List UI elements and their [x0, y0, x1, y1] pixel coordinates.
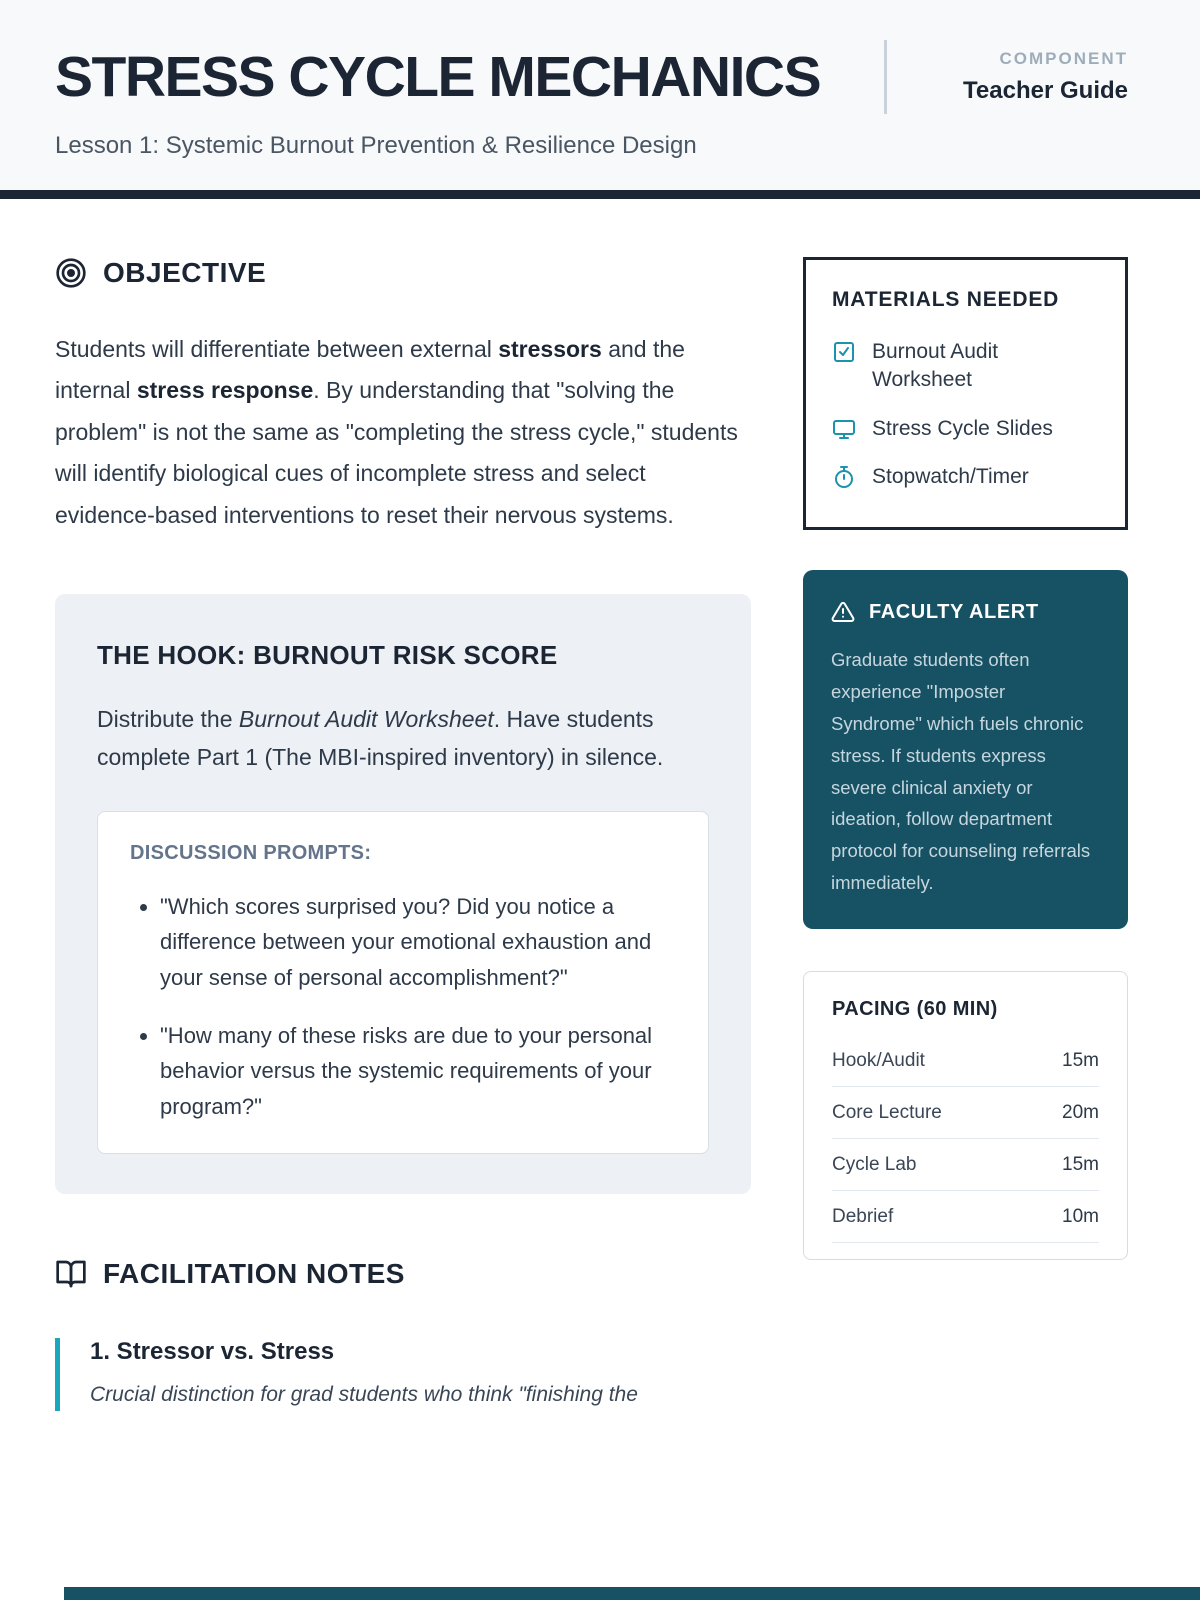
faculty-alert-box — [803, 570, 1128, 929]
hook-section — [55, 594, 751, 1194]
material-item — [832, 415, 1099, 443]
component-label: COMPONENT — [999, 49, 1128, 68]
pacing-row — [832, 1191, 1099, 1243]
pacing-row-time: 15m — [1062, 1049, 1099, 1071]
hook-intro-italic: Burnout Audit Worksheet — [238, 705, 494, 732]
pacing-row-time: 10m — [1062, 1205, 1099, 1227]
header-rule — [0, 190, 1200, 199]
material-item-label: Stress Cycle Slides — [872, 416, 1053, 440]
pacing-box — [803, 971, 1128, 1260]
content — [0, 199, 1200, 1411]
material-item — [832, 338, 1099, 395]
material-item-label: Burnout Audit Worksheet — [872, 340, 999, 392]
pacing-row — [832, 1087, 1099, 1139]
component-block — [913, 49, 1128, 105]
hook-heading: THE HOOK: BURNOUT RISK SCORE — [97, 639, 558, 670]
objective-heading-label: OBJECTIVE — [103, 257, 267, 288]
objective-heading — [55, 257, 751, 289]
note-description: Crucial distinction for grad students who think "finishing the — [90, 1382, 638, 1406]
stopwatch-icon — [832, 465, 856, 489]
pacing-row-time: 20m — [1062, 1101, 1099, 1123]
facilitation-note — [55, 1338, 751, 1412]
objective-paragraph — [55, 329, 751, 536]
pacing-row — [832, 1139, 1099, 1191]
facilitation-heading-label: FACILITATION NOTES — [103, 1257, 405, 1289]
header-divider — [884, 40, 887, 114]
main-column — [55, 257, 751, 1411]
warning-triangle-icon — [831, 600, 855, 624]
objective-text-bold: stress response — [136, 377, 314, 404]
objective-text-part: Students will differentiate between external — [55, 336, 499, 362]
pacing-heading: PACING (60 MIN) — [832, 997, 998, 1020]
header-row — [55, 40, 1128, 114]
facilitation-heading — [55, 1258, 751, 1290]
footer-accent-bar — [64, 1587, 1200, 1600]
lesson-subtitle: Lesson 1: Systemic Burnout Prevention & Resilience Design — [55, 132, 697, 159]
open-book-icon — [55, 1258, 87, 1290]
header-right — [884, 40, 1128, 114]
discussion-prompt: • "Which scores surprised you? Did you notice a difference between your emotional exhaustion and your sense of personal accomplishment?" — [160, 889, 676, 996]
materials-heading: MATERIALS NEEDED — [832, 288, 1060, 311]
target-icon — [55, 257, 87, 289]
objective-text-bold: stressors — [498, 336, 602, 362]
pacing-row-label: Cycle Lab — [832, 1153, 917, 1175]
pacing-row — [832, 1035, 1099, 1087]
pacing-row-time: 15m — [1062, 1153, 1099, 1175]
note-title: 1. Stressor vs. Stress — [90, 1337, 335, 1365]
discussion-prompts-list — [130, 889, 676, 1125]
header — [0, 0, 1200, 190]
faculty-alert-heading — [831, 600, 1100, 624]
hook-intro-part: . Have students complete Part 1 (The MBI-inspired inventory) in silence. — [97, 705, 664, 770]
hook-intro-part: Distribute the — [97, 705, 239, 732]
faculty-alert-heading-label: FACULTY ALERT — [869, 600, 1039, 623]
discussion-prompt: • "How many of these risks are due to your personal behavior versus the systemic requirements of your program?" — [160, 1018, 676, 1125]
checkbox-icon — [832, 340, 856, 364]
component-value: Teacher Guide — [963, 77, 1128, 104]
faculty-alert-body: Graduate students often experience "Imposter Syndrome" which fuels chronic stress. If students express severe clinical anxiety or ideation, follow department protocol for counseling referrals immediately. — [831, 649, 1091, 894]
discussion-prompts-box — [97, 811, 709, 1154]
monitor-icon — [832, 417, 856, 441]
discussion-prompts-label: DISCUSSION PROMPTS: — [130, 841, 372, 864]
pacing-rows — [832, 1035, 1099, 1243]
objective-text-part: and the internal — [55, 336, 685, 404]
page-title: STRESS CYCLE MECHANICS — [55, 45, 821, 109]
material-item — [832, 463, 1099, 491]
material-item-label: Stopwatch/Timer — [872, 465, 1029, 489]
sidebar — [803, 257, 1128, 1411]
materials-box — [803, 257, 1128, 530]
pacing-row-label: Hook/Audit — [832, 1049, 925, 1071]
hook-intro — [97, 701, 709, 777]
pacing-row-label: Debrief — [832, 1205, 894, 1227]
objective-text-part: . By understanding that "solving the problem" is not the same as "completing the stress cycle," students will identify biological cues of incomplete stress and select evidence-based interventions to reset their nervous systems. — [55, 377, 738, 528]
pacing-row-label: Core Lecture — [832, 1101, 942, 1123]
